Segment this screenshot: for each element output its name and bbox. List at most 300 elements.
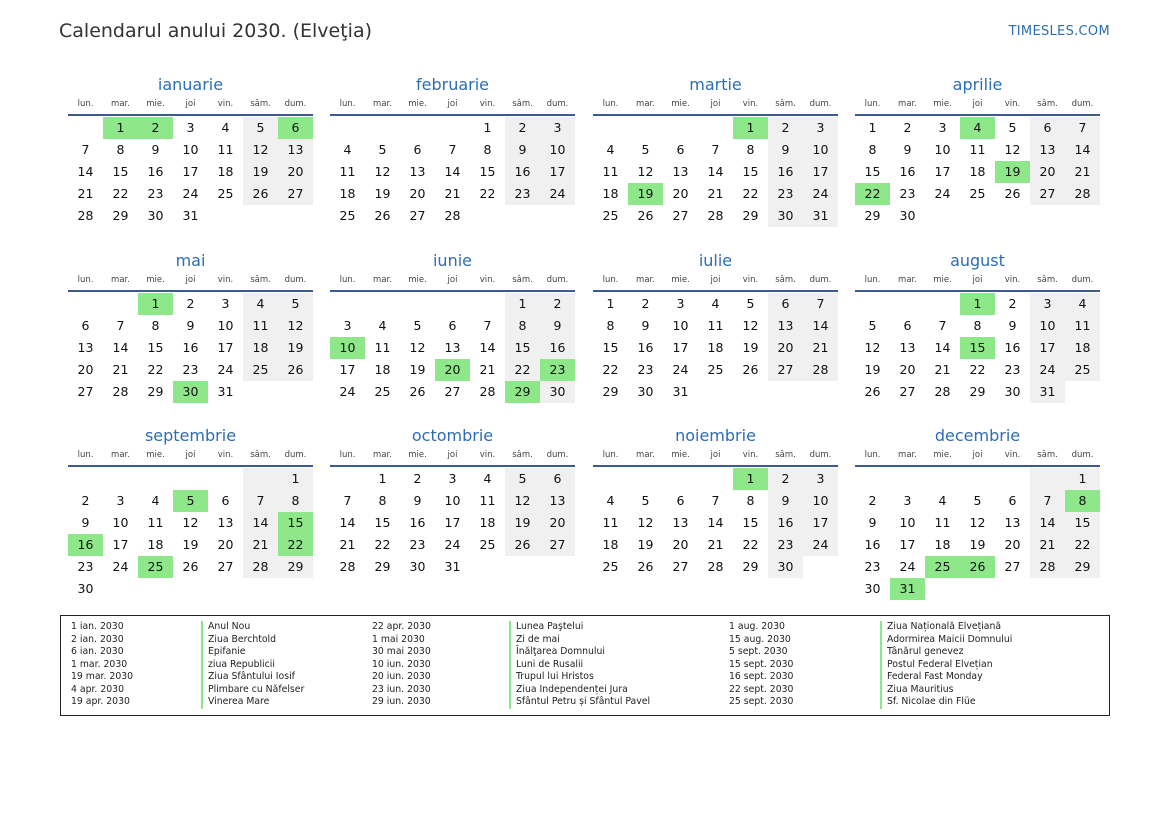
weekday-label: dum. xyxy=(284,450,307,460)
legend-dates-column xyxy=(729,621,793,709)
day-cell: 18 xyxy=(479,515,496,530)
weekday-header xyxy=(593,96,838,112)
legend-date: 30 mai 2030 xyxy=(372,646,431,657)
holiday-day-cell: 30 xyxy=(173,381,208,403)
holiday-day-cell: 22 xyxy=(855,183,890,205)
day-cell: 6 xyxy=(903,318,912,333)
day-cell: 21 xyxy=(479,362,496,377)
day-cell: 17 xyxy=(899,537,916,552)
day-cell: 14 xyxy=(77,164,94,179)
day-cell: 30 xyxy=(1004,384,1021,399)
day-cell: 10 xyxy=(182,142,199,157)
weekday-label: lun. xyxy=(339,450,356,460)
empty-cell xyxy=(628,468,663,490)
day-cell: 18 xyxy=(602,537,619,552)
empty-cell xyxy=(138,468,173,490)
day-cell: 30 xyxy=(768,556,803,578)
day-cell: 22 xyxy=(742,537,759,552)
weekday-label: joi xyxy=(447,275,458,285)
day-cell: 13 xyxy=(444,340,461,355)
month-name: august xyxy=(950,251,1005,270)
day-cell: 23 xyxy=(768,534,803,556)
day-cell: 24 xyxy=(339,384,356,399)
header-divider xyxy=(855,465,1100,467)
day-cell: 30 xyxy=(899,208,916,223)
weekday-header xyxy=(330,447,575,463)
day-cell: 17 xyxy=(803,161,838,183)
day-cell: 18 xyxy=(217,164,234,179)
day-cell: 14 xyxy=(1065,139,1100,161)
day-cell: 20 xyxy=(899,362,916,377)
day-cell: 27 xyxy=(768,359,803,381)
legend-date: 1 mai 2030 xyxy=(372,633,425,645)
header-divider xyxy=(330,465,575,467)
day-cell: 10 xyxy=(540,139,575,161)
day-cell: 21 xyxy=(444,186,461,201)
empty-cell xyxy=(890,293,925,315)
day-cell: 23 xyxy=(505,183,540,205)
day-cell: 11 xyxy=(479,493,496,508)
day-cell: 2 xyxy=(768,117,803,139)
day-cell: 12 xyxy=(278,315,313,337)
day-cell: 23 xyxy=(147,186,164,201)
days-grid xyxy=(855,468,1100,600)
legend-date: 22 sept. 2030 xyxy=(729,683,794,695)
day-cell: 9 xyxy=(151,142,160,157)
month-name: octombrie xyxy=(411,426,494,445)
weekday-header xyxy=(593,447,838,463)
legend-holiday-name: Tânărul genevez xyxy=(880,646,1012,659)
day-cell: 29 xyxy=(742,208,759,223)
weekday-label: mie. xyxy=(671,99,690,109)
brand-link[interactable]: TIMESLES.COM xyxy=(1008,24,1110,39)
day-cell: 15 xyxy=(742,164,759,179)
day-cell: 2 xyxy=(540,293,575,315)
empty-cell xyxy=(68,117,103,139)
day-cell: 28 xyxy=(707,559,724,574)
holiday-day-cell: 5 xyxy=(173,490,208,512)
month-name: noiembrie xyxy=(675,426,756,445)
day-cell: 13 xyxy=(1004,515,1021,530)
legend-holiday-name: Federal Fast Monday xyxy=(880,671,1012,684)
day-cell: 9 xyxy=(768,490,803,512)
legend-holiday-name: Ziua Independenței Jura xyxy=(509,684,650,697)
holiday-day-cell: 4 xyxy=(960,117,995,139)
day-cell: 21 xyxy=(112,362,129,377)
day-cell: 5 xyxy=(973,493,982,508)
holiday-day-cell: 20 xyxy=(435,359,470,381)
weekday-label: mie. xyxy=(933,99,952,109)
day-cell: 24 xyxy=(934,186,951,201)
day-cell: 2 xyxy=(81,493,90,508)
days-grid xyxy=(855,293,1100,403)
day-cell: 12 xyxy=(742,318,759,333)
day-cell: 14 xyxy=(934,340,951,355)
day-cell: 27 xyxy=(278,183,313,205)
day-cell: 9 xyxy=(186,318,195,333)
day-cell: 4 xyxy=(711,296,720,311)
empty-cell xyxy=(243,468,278,490)
weekday-label: lun. xyxy=(864,450,881,460)
day-cell: 24 xyxy=(540,183,575,205)
weekday-label: dum. xyxy=(1071,275,1094,285)
day-cell: 9 xyxy=(505,139,540,161)
weekday-label: sâm. xyxy=(775,275,796,285)
day-cell: 2 xyxy=(505,117,540,139)
day-cell: 1 xyxy=(606,296,615,311)
day-cell: 6 xyxy=(413,142,422,157)
day-cell: 22 xyxy=(147,362,164,377)
weekday-label: joi xyxy=(447,450,458,460)
day-cell: 22 xyxy=(1065,534,1100,556)
day-cell: 25 xyxy=(479,537,496,552)
day-cell: 31 xyxy=(444,559,461,574)
day-cell: 8 xyxy=(868,142,877,157)
day-cell: 12 xyxy=(969,515,986,530)
day-cell: 19 xyxy=(182,537,199,552)
holiday-day-cell: 15 xyxy=(278,512,313,534)
day-cell: 2 xyxy=(768,468,803,490)
day-cell: 25 xyxy=(339,208,356,223)
legend-holiday-name: Plimbare cu Năfelser xyxy=(201,684,304,697)
day-cell: 21 xyxy=(707,537,724,552)
legend-dates-column xyxy=(372,621,431,709)
weekday-label: lun. xyxy=(77,99,94,109)
weekday-label: dum. xyxy=(284,99,307,109)
day-cell: 2 xyxy=(903,120,912,135)
days-grid xyxy=(68,468,313,600)
day-cell: 4 xyxy=(343,142,352,157)
days-grid xyxy=(593,117,838,227)
holiday-day-cell: 19 xyxy=(995,161,1030,183)
weekday-label: dum. xyxy=(546,99,569,109)
header-divider xyxy=(593,114,838,116)
day-cell: 21 xyxy=(77,186,94,201)
page-title: Calendarul anului 2030. (Elveţia) xyxy=(59,20,373,42)
day-cell: 28 xyxy=(444,208,461,223)
day-cell: 2 xyxy=(186,296,195,311)
day-cell: 3 xyxy=(116,493,125,508)
day-cell: 19 xyxy=(505,512,540,534)
day-cell: 10 xyxy=(803,490,838,512)
day-cell: 5 xyxy=(641,142,650,157)
day-cell: 3 xyxy=(540,117,575,139)
day-cell: 10 xyxy=(112,515,129,530)
day-cell: 31 xyxy=(182,208,199,223)
day-cell: 24 xyxy=(672,362,689,377)
day-cell: 28 xyxy=(339,559,356,574)
day-cell: 7 xyxy=(343,493,352,508)
day-cell: 26 xyxy=(278,359,313,381)
day-cell: 17 xyxy=(803,512,838,534)
weekday-label: lun. xyxy=(339,99,356,109)
empty-cell xyxy=(698,117,733,139)
day-cell: 5 xyxy=(378,142,387,157)
day-cell: 10 xyxy=(899,515,916,530)
day-cell: 12 xyxy=(409,340,426,355)
day-cell: 3 xyxy=(676,296,685,311)
day-cell: 24 xyxy=(803,183,838,205)
day-cell: 29 xyxy=(147,384,164,399)
day-cell: 29 xyxy=(1065,556,1100,578)
day-cell: 14 xyxy=(707,515,724,530)
empty-cell xyxy=(470,293,505,315)
days-grid xyxy=(68,293,313,403)
day-cell: 29 xyxy=(864,208,881,223)
weekday-label: joi xyxy=(972,450,983,460)
day-cell: 19 xyxy=(409,362,426,377)
day-cell: 2 xyxy=(1008,296,1017,311)
day-cell: 30 xyxy=(864,581,881,596)
weekday-label: mie. xyxy=(408,275,427,285)
legend-date: 6 ian. 2030 xyxy=(71,646,124,657)
legend-holiday-name: Înălţarea Domnului xyxy=(509,646,650,659)
day-cell: 27 xyxy=(444,384,461,399)
weekday-label: lun. xyxy=(602,275,619,285)
weekday-label: mie. xyxy=(671,450,690,460)
days-grid xyxy=(855,117,1100,227)
legend-date: 19 apr. 2030 xyxy=(71,696,130,707)
day-cell: 10 xyxy=(217,318,234,333)
day-cell: 15 xyxy=(112,164,129,179)
legend-holiday-name: Anul Nou xyxy=(201,621,304,634)
day-cell: 16 xyxy=(147,164,164,179)
legend-holiday-name: ziua Republicii xyxy=(201,659,304,672)
legend-dates-column xyxy=(71,621,133,709)
month-name: decembrie xyxy=(934,426,1021,445)
empty-cell xyxy=(855,468,890,490)
day-cell: 20 xyxy=(217,537,234,552)
legend-date: 15 aug. 2030 xyxy=(729,633,791,645)
empty-cell xyxy=(400,117,435,139)
day-cell: 13 xyxy=(77,340,94,355)
day-cell: 28 xyxy=(77,208,94,223)
day-cell: 16 xyxy=(409,515,426,530)
day-cell: 8 xyxy=(505,315,540,337)
day-cell: 16 xyxy=(637,340,654,355)
day-cell: 12 xyxy=(243,139,278,161)
day-cell: 25 xyxy=(1065,359,1100,381)
day-cell: 16 xyxy=(182,340,199,355)
month-aprilie xyxy=(855,74,1100,227)
month-ianuarie xyxy=(68,74,313,227)
day-cell: 1 xyxy=(505,293,540,315)
day-cell: 23 xyxy=(864,559,881,574)
day-cell: 7 xyxy=(116,318,125,333)
day-cell: 5 xyxy=(1008,120,1017,135)
month-name: ianuarie xyxy=(157,75,224,94)
day-cell: 22 xyxy=(742,186,759,201)
day-cell: 30 xyxy=(77,581,94,596)
day-cell: 26 xyxy=(182,559,199,574)
weekday-header xyxy=(855,272,1100,288)
header-divider xyxy=(68,465,313,467)
day-cell: 15 xyxy=(1065,512,1100,534)
legend-date: 20 iun. 2030 xyxy=(372,671,431,682)
day-cell: 16 xyxy=(864,537,881,552)
weekday-header xyxy=(855,447,1100,463)
days-grid xyxy=(330,117,575,227)
weekday-header xyxy=(330,96,575,112)
weekday-label: lun. xyxy=(602,99,619,109)
day-cell: 12 xyxy=(637,515,654,530)
day-cell: 7 xyxy=(938,318,947,333)
weekday-header xyxy=(855,96,1100,112)
day-cell: 30 xyxy=(409,559,426,574)
weekday-label: vin. xyxy=(217,275,234,285)
weekday-label: sâm. xyxy=(1037,99,1058,109)
month-mai xyxy=(68,250,313,403)
day-cell: 30 xyxy=(637,384,654,399)
legend-date: 23 iun. 2030 xyxy=(372,683,431,695)
day-cell: 25 xyxy=(217,186,234,201)
day-cell: 17 xyxy=(112,537,129,552)
day-cell: 12 xyxy=(182,515,199,530)
weekday-label: mar. xyxy=(373,450,392,460)
weekday-header xyxy=(330,272,575,288)
holiday-day-cell: 22 xyxy=(278,534,313,556)
day-cell: 18 xyxy=(374,362,391,377)
day-cell: 15 xyxy=(374,515,391,530)
day-cell: 13 xyxy=(409,164,426,179)
day-cell: 17 xyxy=(217,340,234,355)
header-divider xyxy=(855,290,1100,292)
day-cell: 25 xyxy=(969,186,986,201)
day-cell: 4 xyxy=(938,493,947,508)
weekday-label: joi xyxy=(447,99,458,109)
day-cell: 24 xyxy=(899,559,916,574)
day-cell: 22 xyxy=(112,186,129,201)
weekday-label: joi xyxy=(185,450,196,460)
day-cell: 27 xyxy=(540,534,575,556)
day-cell: 29 xyxy=(278,556,313,578)
weekday-label: mar. xyxy=(636,275,655,285)
empty-cell xyxy=(995,468,1030,490)
day-cell: 20 xyxy=(1030,161,1065,183)
weekday-label: sâm. xyxy=(250,450,271,460)
legend-holiday-name: Trupul lui Hristos xyxy=(509,671,650,684)
day-cell: 26 xyxy=(742,362,759,377)
day-cell: 20 xyxy=(768,337,803,359)
holiday-day-cell: 10 xyxy=(330,337,365,359)
day-cell: 11 xyxy=(707,318,724,333)
day-cell: 5 xyxy=(413,318,422,333)
day-cell: 10 xyxy=(934,142,951,157)
weekday-label: sâm. xyxy=(775,450,796,460)
month-august xyxy=(855,250,1100,403)
day-cell: 21 xyxy=(803,337,838,359)
days-grid xyxy=(68,117,313,227)
day-cell: 3 xyxy=(803,468,838,490)
day-cell: 11 xyxy=(243,315,278,337)
day-cell: 8 xyxy=(746,493,755,508)
legend-date: 25 sept. 2030 xyxy=(729,696,794,707)
holiday-day-cell: 1 xyxy=(960,293,995,315)
day-cell: 20 xyxy=(1004,537,1021,552)
day-cell: 14 xyxy=(444,164,461,179)
month-name: februarie xyxy=(415,75,490,94)
empty-cell xyxy=(103,293,138,315)
day-cell: 18 xyxy=(147,537,164,552)
weekday-label: vin. xyxy=(1004,450,1021,460)
holiday-day-cell: 1 xyxy=(103,117,138,139)
day-cell: 8 xyxy=(378,493,387,508)
month-name: septembrie xyxy=(144,426,237,445)
day-cell: 6 xyxy=(81,318,90,333)
day-cell: 20 xyxy=(540,512,575,534)
empty-cell xyxy=(855,293,890,315)
header-divider xyxy=(68,290,313,292)
day-cell: 19 xyxy=(864,362,881,377)
weekday-label: joi xyxy=(710,275,721,285)
day-cell: 30 xyxy=(768,205,803,227)
day-cell: 19 xyxy=(278,337,313,359)
day-cell: 24 xyxy=(803,534,838,556)
day-cell: 22 xyxy=(505,359,540,381)
day-cell: 26 xyxy=(374,208,391,223)
day-cell: 8 xyxy=(973,318,982,333)
month-name: iulie xyxy=(698,251,733,270)
day-cell: 23 xyxy=(637,362,654,377)
weekday-label: mie. xyxy=(408,99,427,109)
empty-cell xyxy=(593,117,628,139)
empty-cell xyxy=(698,468,733,490)
day-cell: 17 xyxy=(672,340,689,355)
holiday-day-cell: 23 xyxy=(540,359,575,381)
day-cell: 4 xyxy=(221,120,230,135)
day-cell: 8 xyxy=(278,490,313,512)
legend-date: 1 ian. 2030 xyxy=(71,621,124,632)
day-cell: 22 xyxy=(969,362,986,377)
day-cell: 3 xyxy=(803,117,838,139)
day-cell: 8 xyxy=(116,142,125,157)
day-cell: 17 xyxy=(182,164,199,179)
day-cell: 9 xyxy=(413,493,422,508)
day-cell: 31 xyxy=(803,205,838,227)
weekday-label: mar. xyxy=(636,99,655,109)
day-cell: 26 xyxy=(505,534,540,556)
weekday-label: mie. xyxy=(146,99,165,109)
header-divider xyxy=(593,465,838,467)
weekday-label: joi xyxy=(185,275,196,285)
legend-holiday-name: Ziua Națională Elvețiană xyxy=(880,621,1012,634)
legend-holiday-name: Adormirea Maicii Domnului xyxy=(880,634,1012,647)
day-cell: 6 xyxy=(448,318,457,333)
day-cell: 23 xyxy=(409,537,426,552)
empty-cell xyxy=(960,468,995,490)
day-cell: 16 xyxy=(768,512,803,534)
day-cell: 1 xyxy=(378,471,387,486)
weekday-label: dum. xyxy=(284,275,307,285)
day-cell: 17 xyxy=(934,164,951,179)
weekday-header xyxy=(593,272,838,288)
day-cell: 8 xyxy=(606,318,615,333)
legend-date: 19 mar. 2030 xyxy=(71,671,134,682)
day-cell: 1 xyxy=(868,120,877,135)
legend-holiday-name: Sfântul Petru și Sfântul Pavel xyxy=(509,696,650,709)
day-cell: 6 xyxy=(221,493,230,508)
month-septembrie xyxy=(68,425,313,600)
day-cell: 10 xyxy=(672,318,689,333)
day-cell: 21 xyxy=(1065,161,1100,183)
day-cell: 13 xyxy=(768,315,803,337)
day-cell: 25 xyxy=(602,559,619,574)
weekday-label: vin. xyxy=(742,450,759,460)
weekday-label: dum. xyxy=(1071,99,1094,109)
day-cell: 7 xyxy=(448,142,457,157)
day-cell: 3 xyxy=(186,120,195,135)
weekday-label: joi xyxy=(972,275,983,285)
